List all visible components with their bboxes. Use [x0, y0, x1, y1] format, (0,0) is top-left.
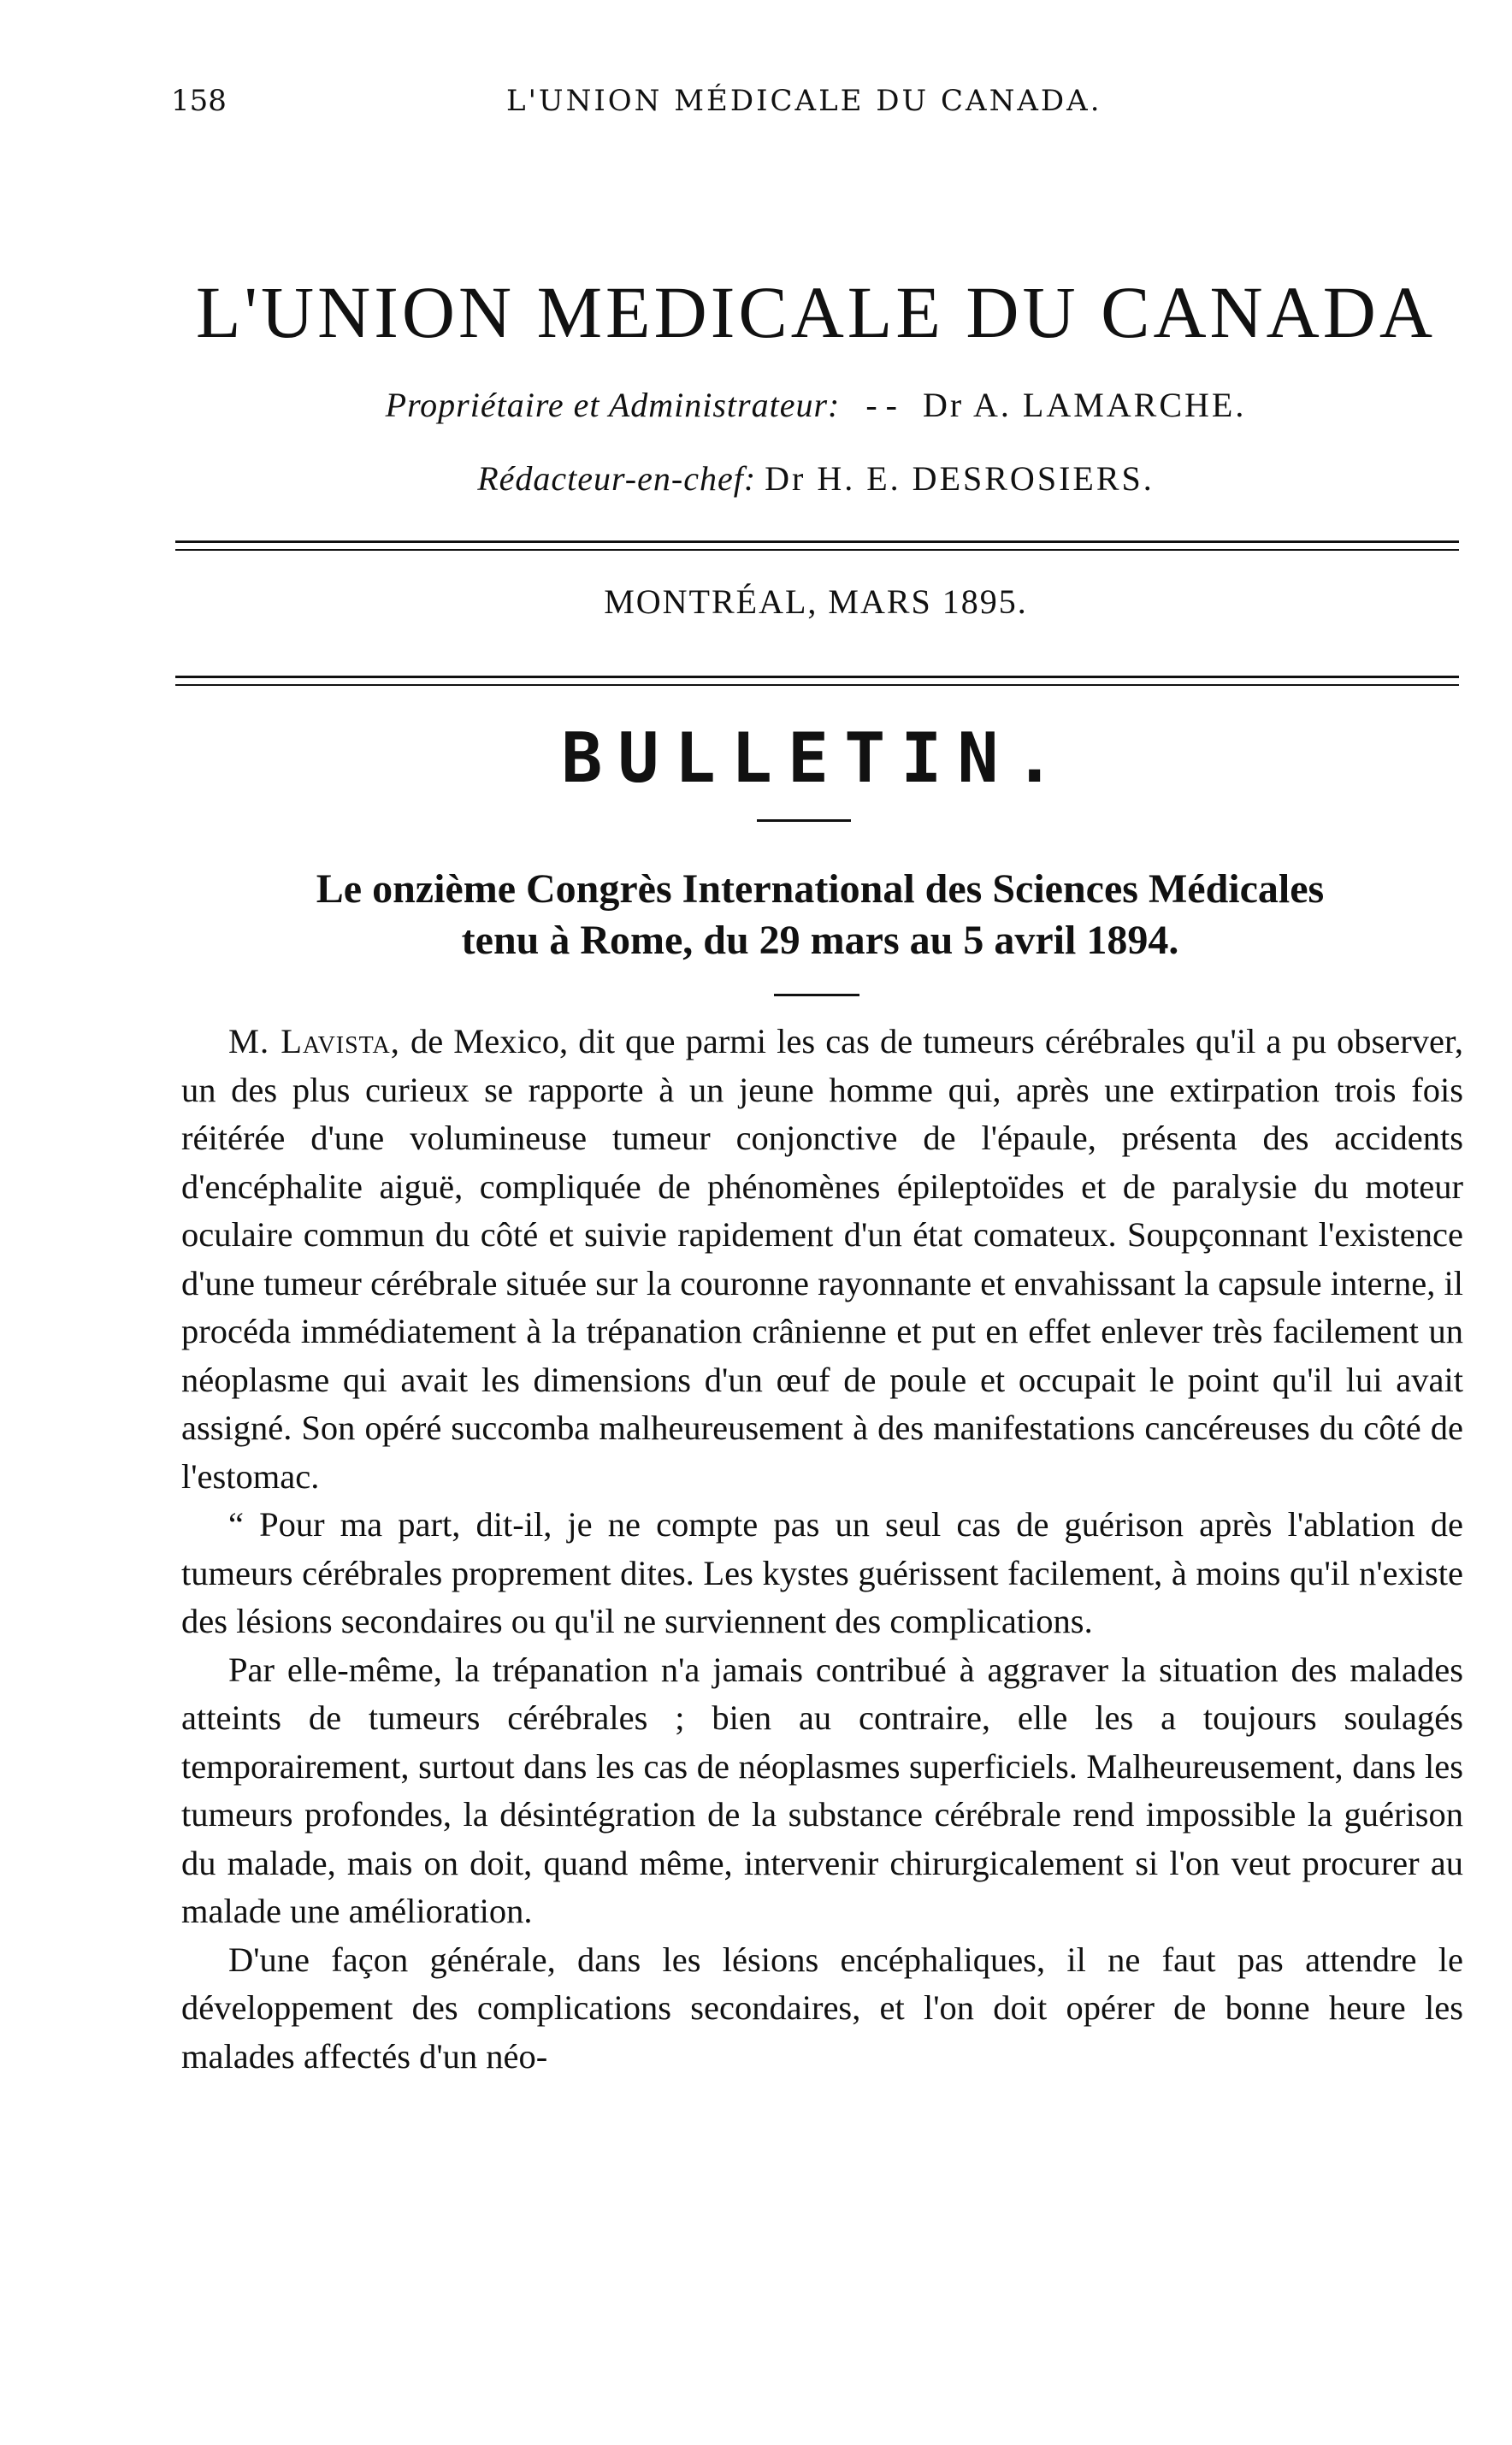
- owner-line: [171, 385, 1461, 425]
- speaker-name: M. Lavista,: [228, 1022, 400, 1060]
- editor-line: [171, 458, 1461, 499]
- masthead-divider-bottom: [175, 676, 1459, 688]
- page-number: 158: [171, 84, 227, 118]
- owner-label: Propriétaire et Administrateur:: [385, 386, 841, 424]
- article-body: [181, 1018, 1463, 2081]
- editor-name: Dr H. E. DESROSIERS.: [765, 459, 1155, 498]
- masthead-title: L'UNION MEDICALE DU CANADA: [196, 271, 1436, 353]
- dateline: MONTRÉAL, MARS 1895.: [604, 582, 1028, 621]
- masthead-divider-top: [175, 540, 1459, 552]
- paragraph-3: Par elle-même, la trépanation n'a jamais contribué à aggraver la situation des malades atteints de tumeurs cérébrales ; bien au contraire, elle les a toujours soulagés temporairement, surtout dans les cas de néoplasmes superficiels. Malheureusement, dans les tumeurs profondes, la désintégration de la substance cérébrale rend impossible la guérison du malade, mais on doit, quand même, intervenir chirurgicalement si l'on veut procurer au malade une amélioration.: [181, 1650, 1463, 1930]
- paragraph-1: [181, 1018, 1463, 1501]
- article-title-line-1: Le onzième Congrès International des Sciences Médicales: [316, 866, 1325, 912]
- article-rule: [774, 994, 859, 996]
- section-rule: [757, 819, 851, 822]
- paragraph-2: “ Pour ma part, dit-il, je ne compte pas un seul cas de guérison après l'ablation de tumeurs cérébrales proprement dites. Les kystes guérissent facilement, à moins qu'il n'existe des lésions secondaires ou qu'il ne surviennent des complications.: [181, 1505, 1463, 1640]
- paragraph-4: D'une façon générale, dans les lésions encéphaliques, il ne faut pas attendre le développement des complications secondaires, et l'on doit opérer de bonne heure les malades affectés d'un néo-: [181, 1940, 1463, 2076]
- running-header: [171, 84, 1435, 127]
- running-title: L'UNION MÉDICALE DU CANADA.: [506, 84, 1102, 118]
- section-heading: BULLETIN.: [561, 718, 1071, 798]
- owner-dashes: - -: [865, 386, 897, 424]
- editor-label: Rédacteur-en-chef:: [477, 459, 757, 498]
- paragraph-1-text: de Mexico, dit que parmi les cas de tumeurs cérébrales qu'il a pu observer, un des plus curieux se rapporte à un jeune homme qui, après une extirpation trois fois réitérée d'une volumineuse tumeur conjonctive de l'épaule, présenta des accidents d'encéphalite aiguë, compliquée de phénomènes épileptoïdes et de paralysie du moteur oculaire commun du côté et suivie rapidement d'un état comateux. Soupçonnant l'existence d'une tumeur cérébrale située sur la couronne rayonnante et envahissant la capsule interne, il procéda immédiatement à la trépanation crânienne et put en effet enlever très facilement un néoplasme qui avait les dimensions d'un œuf de poule et occupait le point qu'il lui avait assigné. Son opéré succomba malheureusement à des manifestations cancéreuses du côté de l'estomac.: [181, 1022, 1463, 1496]
- owner-name: Dr A. LAMARCHE.: [923, 386, 1247, 424]
- article-title-line-2: tenu à Rome, du 29 mars au 5 avril 1894.: [461, 918, 1179, 963]
